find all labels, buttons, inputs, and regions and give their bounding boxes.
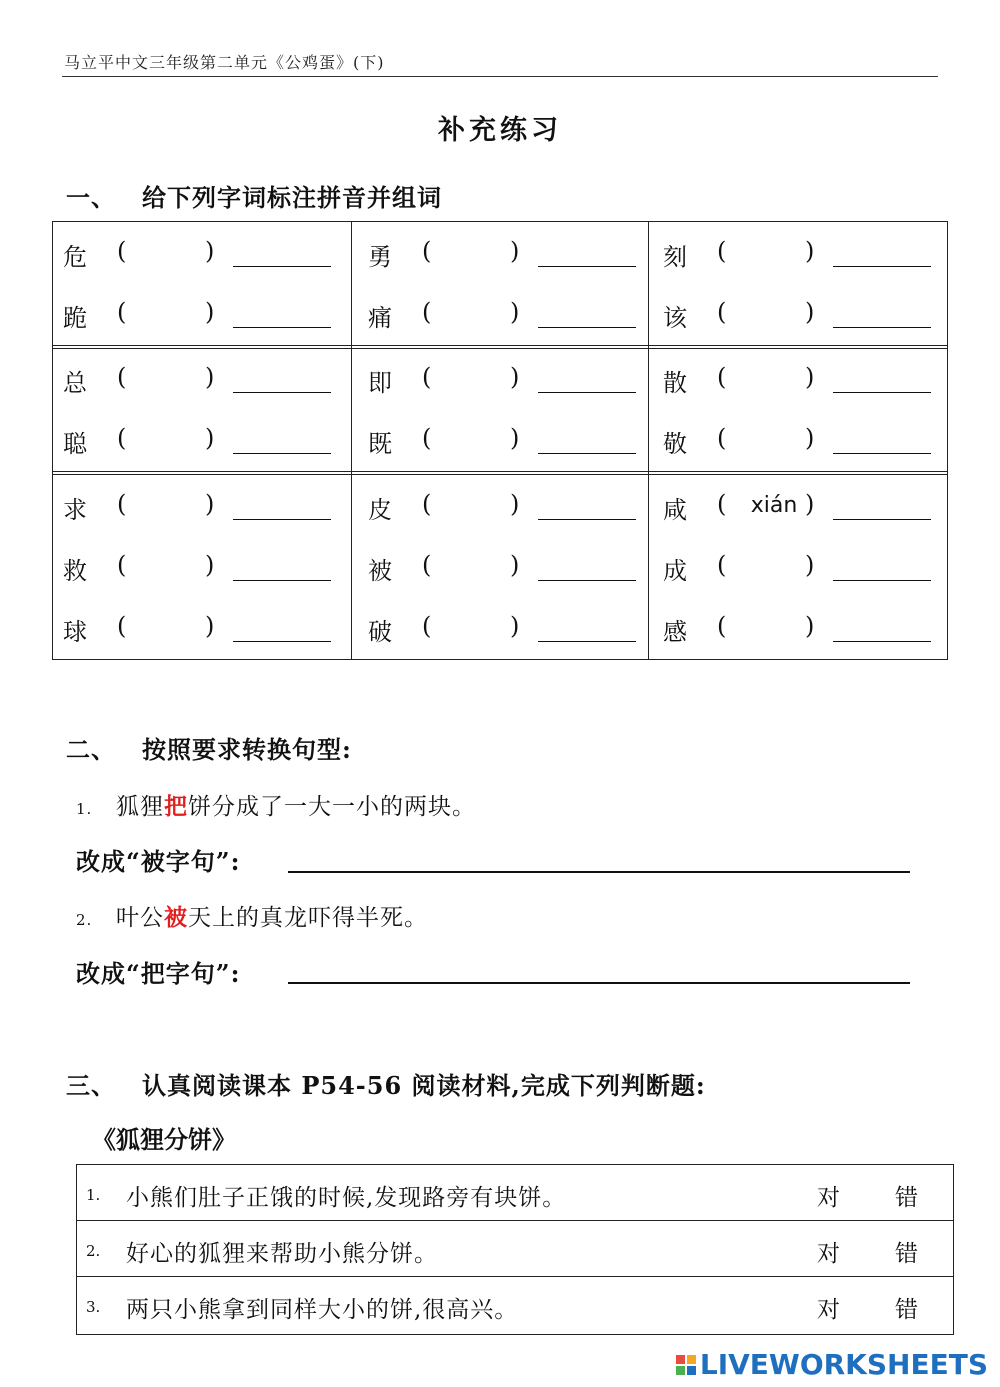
pinyin-cell [63,551,343,591]
judgment-row [77,1221,953,1277]
target-character: 求 [63,496,87,524]
paren-open: ( [117,490,127,518]
target-character: 危 [63,243,87,271]
paren-close: ) [510,612,520,640]
word-answer-line[interactable] [538,519,636,520]
paren-close: ) [510,490,520,518]
judgment-index: 3. [86,1298,101,1316]
paren-open: ( [422,424,432,452]
pinyin-cell [368,363,648,403]
liveworksheets-logo [676,1348,988,1381]
word-answer-line[interactable] [538,453,636,454]
pinyin-answer[interactable]: xián [750,493,798,518]
word-answer-line[interactable] [833,580,931,581]
false-option[interactable]: 错 [895,1297,918,1323]
word-answer-line[interactable] [833,266,931,267]
target-character: 咸 [663,496,687,524]
word-answer-line[interactable] [233,266,331,267]
question-1-highlight: 把 [164,793,188,820]
paren-open: ( [117,363,127,391]
word-answer-line[interactable] [233,641,331,642]
header-divider [62,76,938,77]
target-character: 破 [368,618,392,646]
paren-close: ) [205,551,215,579]
section-1-number: 一、 [66,183,116,212]
question-2-answer-line[interactable] [288,982,910,984]
word-answer-line[interactable] [538,641,636,642]
section-3-heading [66,1066,706,1101]
judgment-statement: 小熊们肚子正饿的时候,发现路旁有块饼。 [126,1185,567,1211]
true-option[interactable]: 对 [817,1241,840,1267]
word-answer-line[interactable] [233,327,331,328]
target-character: 散 [663,369,687,397]
target-character: 痛 [368,304,392,332]
paren-open: ( [422,237,432,265]
paren-close: ) [205,298,215,326]
target-character: 被 [368,557,392,585]
pinyin-cell [63,424,343,464]
word-answer-line[interactable] [233,519,331,520]
paren-open: ( [117,612,127,640]
word-answer-line[interactable] [833,327,931,328]
paren-close: ) [805,551,815,579]
judgment-row [77,1277,953,1334]
pinyin-cell [368,424,648,464]
judgment-statement: 两只小熊拿到同样大小的饼,很高兴。 [126,1297,519,1323]
paren-open: ( [117,551,127,579]
logo-square [687,1366,696,1375]
grid-divider [53,345,947,349]
paren-open: ( [717,298,727,326]
question-1 [76,788,476,821]
logo-square [687,1355,696,1364]
paren-open: ( [117,424,127,452]
true-option[interactable]: 对 [817,1297,840,1323]
paren-open: ( [717,363,727,391]
paren-open: ( [422,363,432,391]
section-3-number: 三、 [66,1071,116,1100]
pinyin-cell [63,298,343,338]
word-answer-line[interactable] [233,580,331,581]
paren-close: ) [510,298,520,326]
target-character: 该 [663,304,687,332]
paren-close: ) [510,363,520,391]
paren-close: ) [510,237,520,265]
paren-close: ) [205,363,215,391]
paren-open: ( [117,298,127,326]
logo-square [676,1355,685,1364]
target-character: 球 [63,618,87,646]
true-option[interactable]: 对 [817,1185,840,1211]
section-2-heading [66,730,352,765]
target-character: 救 [63,557,87,585]
grid-divider [648,222,649,659]
judgment-index: 2. [86,1242,101,1260]
section-2-title: 按照要求转换句型: [142,735,352,764]
paren-close: ) [510,551,520,579]
paren-open: ( [717,237,727,265]
target-character: 勇 [368,243,392,271]
pinyin-cell [663,363,943,403]
page-header: 马立平中文三年级第二单元《公鸡蛋》(下) [64,53,385,72]
pinyin-cell [663,298,943,338]
word-answer-line[interactable] [833,453,931,454]
pinyin-grid [52,221,948,660]
section-2-number: 二、 [66,735,116,764]
target-character: 跪 [63,304,87,332]
question-1-index: 1. [76,800,93,818]
false-option[interactable]: 错 [895,1241,918,1267]
target-character: 感 [663,618,687,646]
paren-close: ) [805,298,815,326]
question-2-text-before: 叶公 [116,905,164,931]
target-character: 皮 [368,496,392,524]
judgment-table [76,1164,954,1335]
logo-icon [676,1355,696,1375]
pinyin-cell [63,490,343,530]
paren-open: ( [117,237,127,265]
pinyin-cell [368,237,648,277]
word-answer-line[interactable] [833,641,931,642]
pinyin-cell [663,490,943,530]
grid-divider [351,222,352,659]
section-3-title: 认真阅读课本 P54-56 阅读材料,完成下列判断题: [142,1071,706,1100]
pinyin-cell [63,612,343,652]
judgment-index: 1. [86,1186,101,1204]
question-2-prompt: 改成“把字句”: [76,959,241,988]
word-answer-line[interactable] [538,327,636,328]
judgment-statement: 好心的狐狸来帮助小熊分饼。 [126,1241,438,1267]
target-character: 即 [368,369,392,397]
question-1-text-before: 狐狸 [116,794,164,820]
paren-open: ( [422,298,432,326]
paren-close: ) [205,424,215,452]
paren-close: ) [510,424,520,452]
question-2-text-after: 天上的真龙吓得半死。 [188,905,428,931]
pinyin-cell [663,237,943,277]
target-character: 聪 [63,430,87,458]
target-character: 成 [663,557,687,585]
paren-open: ( [422,551,432,579]
pinyin-cell [368,490,648,530]
target-character: 敬 [663,430,687,458]
pinyin-cell [368,551,648,591]
story-title: 《狐狸分饼》 [92,1125,236,1154]
paren-close: ) [805,363,815,391]
paren-open: ( [717,551,727,579]
pinyin-cell [663,551,943,591]
question-2-highlight: 被 [164,904,188,931]
word-answer-line[interactable] [538,266,636,267]
logo-text: LIVEWORKSHEETS [699,1348,988,1381]
page-title: 补充练习 [438,115,562,146]
judgment-row [77,1165,953,1221]
section-1-heading [66,178,442,213]
question-1-answer-line[interactable] [288,871,910,873]
pinyin-cell [63,237,343,277]
word-answer-line[interactable] [538,580,636,581]
paren-close: ) [205,612,215,640]
paren-close: ) [805,237,815,265]
paren-open: ( [717,424,727,452]
word-answer-line[interactable] [833,519,931,520]
word-answer-line[interactable] [233,392,331,393]
question-2-index: 2. [76,911,93,929]
pinyin-cell [663,612,943,652]
paren-close: ) [805,424,815,452]
section-1-title: 给下列字词标注拼音并组词 [142,183,442,212]
question-2 [76,899,428,932]
pinyin-cell [663,424,943,464]
paren-close: ) [205,490,215,518]
grid-divider [53,471,947,475]
target-character: 既 [368,430,392,458]
question-1-text-after: 饼分成了一大一小的两块。 [188,794,476,820]
pinyin-cell [63,363,343,403]
paren-close: ) [805,490,815,518]
word-answer-line[interactable] [833,392,931,393]
word-answer-line[interactable] [538,392,636,393]
pinyin-cell [368,612,648,652]
logo-square [676,1366,685,1375]
paren-open: ( [717,490,727,518]
target-character: 总 [63,369,87,397]
paren-open: ( [422,490,432,518]
paren-open: ( [422,612,432,640]
false-option[interactable]: 错 [895,1185,918,1211]
paren-open: ( [717,612,727,640]
paren-close: ) [805,612,815,640]
paren-close: ) [205,237,215,265]
target-character: 刻 [663,243,687,271]
pinyin-cell [368,298,648,338]
word-answer-line[interactable] [233,453,331,454]
question-1-prompt: 改成“被字句”: [76,847,241,876]
